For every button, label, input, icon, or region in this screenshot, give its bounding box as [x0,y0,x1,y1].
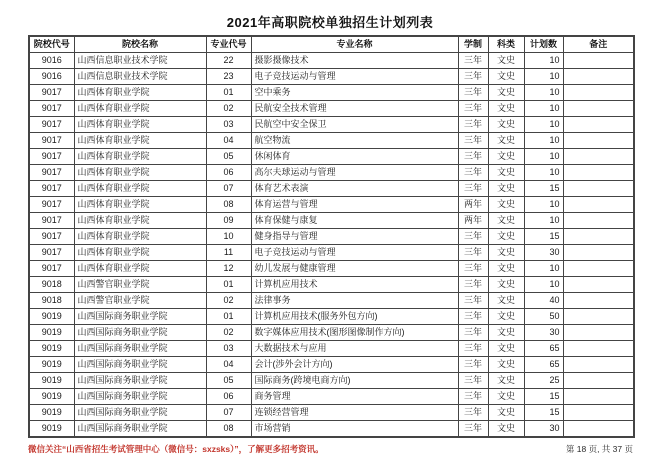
table-cell [563,421,634,438]
table-cell: 23 [206,69,251,85]
table-cell [563,277,634,293]
table-row [29,197,634,213]
table-cell: 9019 [29,405,74,421]
table-cell: 山西警官职业学院 [74,293,206,309]
table-cell: 文史 [488,229,524,245]
table-cell: 三年 [458,117,488,133]
table-cell: 9017 [29,245,74,261]
table-cell: 计算机应用技术 [251,277,458,293]
table-cell: 01 [206,277,251,293]
table-cell: 三年 [458,277,488,293]
table-cell: 文史 [488,245,524,261]
table-cell: 10 [206,229,251,245]
table-cell: 山西体育职业学院 [74,133,206,149]
table-cell [563,341,634,357]
table-cell: 05 [206,149,251,165]
table-cell: 文史 [488,101,524,117]
table-cell: 山西国际商务职业学院 [74,341,206,357]
table-header-row [29,36,634,53]
table-cell [563,213,634,229]
table-row [29,149,634,165]
table-cell: 健身指导与管理 [251,229,458,245]
table-cell: 三年 [458,181,488,197]
table-cell: 文史 [488,309,524,325]
table-cell: 民航安全技术管理 [251,101,458,117]
table-cell: 9019 [29,421,74,438]
table-row [29,85,634,101]
header-college-code: 院校代号 [29,36,74,53]
table-cell [563,85,634,101]
table-cell: 空中乘务 [251,85,458,101]
table-cell: 山西国际商务职业学院 [74,309,206,325]
table-cell: 两年 [458,213,488,229]
table-cell: 9017 [29,261,74,277]
table-cell: 文史 [488,325,524,341]
table-row [29,165,634,181]
table-cell [563,149,634,165]
table-cell: 9019 [29,309,74,325]
table-row [29,213,634,229]
table-cell: 山西体育职业学院 [74,149,206,165]
table-cell: 9019 [29,373,74,389]
table-cell [563,117,634,133]
table-cell: 三年 [458,53,488,69]
table-row [29,181,634,197]
table-cell: 02 [206,101,251,117]
table-row [29,69,634,85]
table-row [29,325,634,341]
table-cell: 山西体育职业学院 [74,245,206,261]
table-cell: 三年 [458,357,488,373]
table-cell: 三年 [458,85,488,101]
table-cell: 9018 [29,293,74,309]
table-cell: 山西国际商务职业学院 [74,357,206,373]
table-cell [563,261,634,277]
table-cell: 9017 [29,165,74,181]
table-cell: 10 [524,165,563,181]
table-cell: 10 [524,277,563,293]
header-college-name: 院校名称 [74,36,206,53]
table-cell: 山西体育职业学院 [74,117,206,133]
table-cell: 摄影摄像技术 [251,53,458,69]
table-cell: 22 [206,53,251,69]
table-cell: 高尔夫球运动与管理 [251,165,458,181]
table-cell: 9017 [29,101,74,117]
table-cell: 10 [524,261,563,277]
table-cell: 文史 [488,293,524,309]
table-cell: 山西信息职业技术学院 [74,69,206,85]
table-cell: 9019 [29,341,74,357]
table-cell: 10 [524,69,563,85]
table-cell: 国际商务(跨境电商方向) [251,373,458,389]
table-cell: 10 [524,53,563,69]
table-cell [563,181,634,197]
table-row [29,101,634,117]
table-cell: 02 [206,293,251,309]
table-cell: 30 [524,245,563,261]
table-cell: 04 [206,133,251,149]
table-cell: 25 [524,373,563,389]
table-cell: 06 [206,389,251,405]
table-row [29,341,634,357]
table-cell: 15 [524,405,563,421]
table-cell: 文史 [488,117,524,133]
table-cell: 数字媒体应用技术(图形图像制作方向) [251,325,458,341]
table-cell: 体育保健与康复 [251,213,458,229]
table-cell: 08 [206,421,251,438]
table-row [29,405,634,421]
table-cell: 9019 [29,389,74,405]
table-cell: 50 [524,309,563,325]
table-cell: 三年 [458,69,488,85]
table-cell: 三年 [458,293,488,309]
table-cell: 9017 [29,181,74,197]
table-row [29,229,634,245]
table-cell: 文史 [488,389,524,405]
table-body [29,53,634,438]
table-cell [563,389,634,405]
table-cell: 三年 [458,165,488,181]
table-cell: 山西体育职业学院 [74,165,206,181]
table-cell: 30 [524,421,563,438]
header-major-code: 专业代号 [206,36,251,53]
table-cell [563,197,634,213]
table-cell: 山西体育职业学院 [74,101,206,117]
table-cell: 65 [524,341,563,357]
table-cell [563,53,634,69]
table-cell [563,405,634,421]
table-row [29,117,634,133]
table-cell [563,245,634,261]
table-cell: 09 [206,213,251,229]
table-cell: 07 [206,405,251,421]
header-note: 备注 [563,36,634,53]
table-cell: 文史 [488,277,524,293]
footer [28,443,633,455]
table-row [29,357,634,373]
table-cell: 15 [524,181,563,197]
table-cell: 民航空中安全保卫 [251,117,458,133]
table-row [29,53,634,69]
table-cell: 01 [206,85,251,101]
table-cell: 9019 [29,325,74,341]
table-cell: 三年 [458,309,488,325]
table-cell [563,357,634,373]
table-row [29,309,634,325]
table-cell: 文史 [488,341,524,357]
table-cell: 三年 [458,389,488,405]
table-row [29,261,634,277]
table-cell: 山西体育职业学院 [74,197,206,213]
table-cell: 幼儿发展与健康管理 [251,261,458,277]
table-cell: 山西国际商务职业学院 [74,421,206,438]
table-cell: 15 [524,229,563,245]
table-cell: 08 [206,197,251,213]
table-cell: 10 [524,133,563,149]
table-cell: 三年 [458,229,488,245]
table-cell: 65 [524,357,563,373]
page-number: 第 18 页, 共 37 页 [565,444,633,454]
table-cell: 9017 [29,213,74,229]
table-cell: 01 [206,309,251,325]
table-cell: 11 [206,245,251,261]
table-cell: 市场营销 [251,421,458,438]
table-cell: 10 [524,117,563,133]
table-cell: 文史 [488,85,524,101]
header-plan-count: 计划数 [524,36,563,53]
table-cell: 三年 [458,325,488,341]
table-cell [563,101,634,117]
table-cell: 文史 [488,181,524,197]
table-row [29,277,634,293]
table-cell: 商务管理 [251,389,458,405]
table-cell: 山西警官职业学院 [74,277,206,293]
table-cell: 文史 [488,357,524,373]
table-cell: 9017 [29,117,74,133]
table-cell: 06 [206,165,251,181]
table-cell: 05 [206,373,251,389]
table-cell: 山西国际商务职业学院 [74,389,206,405]
header-category: 科类 [488,36,524,53]
table-row [29,373,634,389]
table-cell: 体育运营与管理 [251,197,458,213]
table-cell: 文史 [488,405,524,421]
table-cell: 三年 [458,133,488,149]
table-cell: 12 [206,261,251,277]
table-row [29,389,634,405]
table-cell: 山西体育职业学院 [74,213,206,229]
table-cell [563,325,634,341]
header-duration: 学制 [458,36,488,53]
table-cell: 9017 [29,149,74,165]
page-title: 2021年高职院校单独招生计划列表 [226,15,434,30]
table-cell: 文史 [488,149,524,165]
table-cell [563,309,634,325]
table-cell: 三年 [458,405,488,421]
table-cell: 山西国际商务职业学院 [74,325,206,341]
table-cell: 9016 [29,69,74,85]
table-cell: 10 [524,101,563,117]
table-cell: 山西国际商务职业学院 [74,373,206,389]
table-cell: 连锁经营管理 [251,405,458,421]
wechat-notice: 微信关注“山西省招生考试管理中心（微信号：sxzsks）”，了解更多招考资讯。 [28,444,324,454]
table-cell: 02 [206,325,251,341]
table-cell: 航空物流 [251,133,458,149]
table-cell: 9019 [29,357,74,373]
table-cell: 15 [524,389,563,405]
table-cell: 9017 [29,85,74,101]
table-cell [563,229,634,245]
table-cell: 9017 [29,133,74,149]
table-cell: 山西体育职业学院 [74,85,206,101]
table-cell [563,133,634,149]
table-cell: 03 [206,341,251,357]
table-cell: 03 [206,117,251,133]
table-cell: 三年 [458,149,488,165]
table-cell: 10 [524,197,563,213]
table-cell: 山西体育职业学院 [74,261,206,277]
table-cell: 文史 [488,373,524,389]
table-row [29,245,634,261]
table-cell: 10 [524,85,563,101]
table-row [29,421,634,438]
table-cell: 电子竞技运动与管理 [251,245,458,261]
table-cell: 07 [206,181,251,197]
table-cell: 三年 [458,101,488,117]
table-cell: 04 [206,357,251,373]
header-major-name: 专业名称 [251,36,458,53]
table-cell: 文史 [488,213,524,229]
table-cell: 文史 [488,261,524,277]
table-cell: 三年 [458,245,488,261]
table-cell: 山西信息职业技术学院 [74,53,206,69]
table-cell: 10 [524,149,563,165]
table-cell [563,69,634,85]
table-row [29,293,634,309]
table-cell [563,373,634,389]
table-cell: 10 [524,213,563,229]
table-cell [563,165,634,181]
table-cell: 会计(涉外会计方向) [251,357,458,373]
table-cell: 文史 [488,53,524,69]
table-cell: 9017 [29,197,74,213]
plan-table [28,35,635,438]
table-cell: 文史 [488,197,524,213]
table-cell: 30 [524,325,563,341]
table-cell: 两年 [458,197,488,213]
table-cell: 山西国际商务职业学院 [74,405,206,421]
table-cell: 休闲体育 [251,149,458,165]
table-cell: 计算机应用技术(服务外包方向) [251,309,458,325]
table-cell: 三年 [458,341,488,357]
table-cell: 40 [524,293,563,309]
table-cell: 三年 [458,261,488,277]
table-cell: 体育艺术表演 [251,181,458,197]
table-cell: 文史 [488,133,524,149]
table-cell: 三年 [458,373,488,389]
table-cell: 9017 [29,229,74,245]
table-cell: 文史 [488,69,524,85]
table-cell: 电子竞技运动与管理 [251,69,458,85]
table-cell: 山西体育职业学院 [74,181,206,197]
table-cell: 9018 [29,277,74,293]
table-cell: 法律事务 [251,293,458,309]
table-cell: 9016 [29,53,74,69]
table-cell [563,293,634,309]
table-cell: 三年 [458,421,488,438]
table-cell: 文史 [488,421,524,438]
table-cell: 大数据技术与应用 [251,341,458,357]
table-row [29,133,634,149]
table-cell: 山西体育职业学院 [74,229,206,245]
table-cell: 文史 [488,165,524,181]
